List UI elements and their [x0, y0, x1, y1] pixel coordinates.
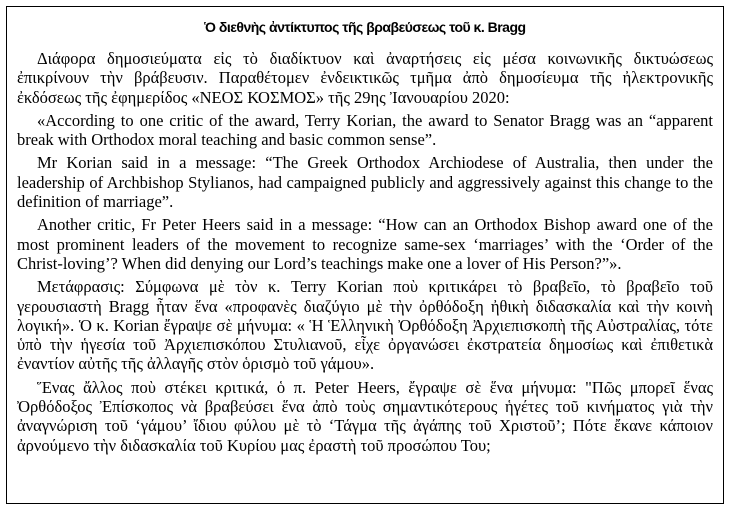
article-body [17, 49, 713, 459]
paragraph-heers-translation: Ἕνας ἄλλος ποὺ στέκει κριτικά, ὁ π. Peter Heers, ἔγραψε σὲ ἕνα μήνυμα: "Πῶς μπορεῖ ἕνας Ὀρθόδοξος Ἐπίσκοπος νὰ βραβεύσει ἕνα ἀπὸ τοὺς σημαντικότερους ἡγέτες τοῦ κινήματος γιὰ τὴν ἀναγνώριση τοῦ ‘γάμου’ ἴδιου φύλου μὲ τὸ ‘Τάγμα τῆς ἀγάπης τοῦ Χριστοῦ’; Πότε ἔκανε κάποιον ἀρνούμενο τὴν διδασκαλία τοῦ Κυρίου μας ἐραστὴ τοῦ προσώπου Του; [17, 377, 713, 455]
paragraph-korian-message: Mr Korian said in a message: “The Greek Orthodox Archiodese of Australia, then under the leadership of Archbishop Stylianos, had campaigned publicly and aggressively against this change to the definition of marriage”. [17, 153, 713, 212]
article-frame [6, 6, 724, 504]
paragraph-quote-korian: «According to one critic of the award, Terry Korian, the award to Senator Bragg was an “apparent break with Orthodox moral teaching and basic common sense”. [17, 110, 713, 150]
paragraph-heers-message: Another critic, Fr Peter Heers said in a message: “How can an Orthodox Bishop award one of the most prominent leaders of the movement to recognize same-sex ‘marriages’ with the ‘Order of the Christ-loving’? When did denying our Lord’s teachings make one a lover of His Person?”». [17, 215, 713, 273]
paragraph-translation: Μετάφρασις: Σύμφωνα μὲ τὸν κ. Terry Korian ποὺ κριτικάρει τὸ βραβεῖο, τὸ βραβεῖο τοῦ γερουσιαστὴ Bragg ἦταν ἕνα «προφανὲς διαζύγιο μὲ τὴν ὀρθόδοξη ἠθικὴ διδασκαλία καὶ τὴν κοινὴ λογική». Ὁ κ. Korian ἔγραψε σὲ μήνυμα: « Ἡ Ἑλληνικὴ Ὀρθόδοξη Ἀρχιεπισκοπὴ τῆς Αὐστραλίας, τότε ὑπὸ τὴν ἡγεσία τοῦ Ἀρχιεπισκόπου Στυλιανοῦ, εἶχε ὀργανώσει ἐκστρατεία δημοσίως καὶ ἐπιθετικὰ ἐναντίον αὐτῆς τῆς ἀλλαγῆς στὸν ὁρισμὸ τοῦ γάμου». [17, 277, 713, 374]
article-title: Ὁ διεθνὴς ἀντίκτυπος τῆς βραβεύσεως τοῦ κ. Bragg [204, 19, 526, 35]
paragraph-intro: Διάφορα δημοσιεύματα εἰς τὸ διαδίκτυον καὶ ἀναρτήσεις εἰς μέσα κοινωνικῆς δικτυώσεως ἐπικρίνουν τὴν βράβευσιν. Παραθέτομεν ἐνδεικτικῶς τμῆμα ἀπὸ δημοσίευμα τῆς ἠλεκτρονικῆς ἐκδόσεως τῆς ἐφημερίδος «ΝΕΟΣ ΚΟΣΜΟΣ» τῆς 29ης Ἰανουαρίου 2020: [17, 49, 713, 107]
